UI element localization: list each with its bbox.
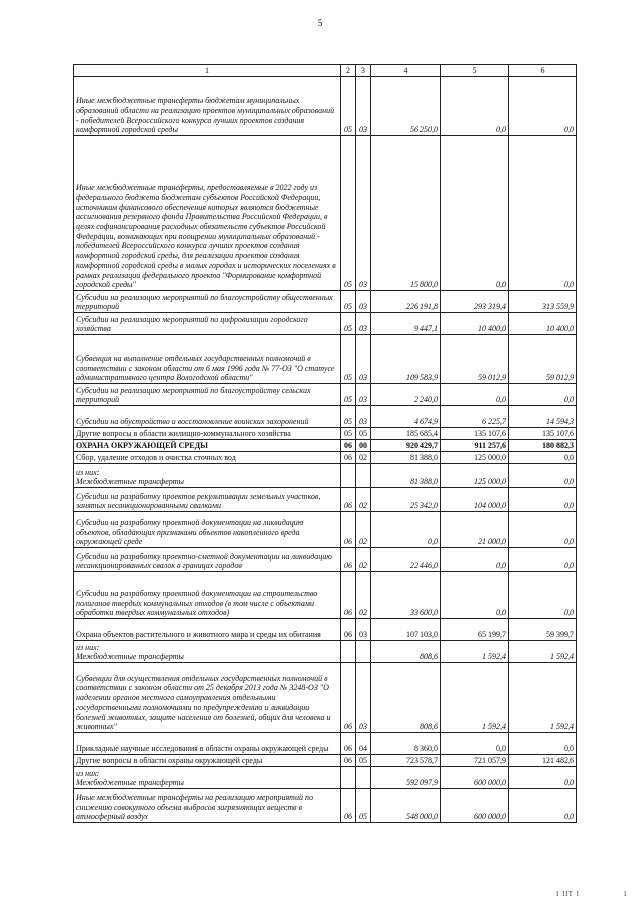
row-section-cell: 06 — [341, 663, 356, 733]
row-value-2022-cell: 22 446,0 — [371, 548, 441, 572]
row-subsection-cell: 03 — [356, 291, 371, 313]
row-name-cell: Прикладные научные исследования в области охраны окружающей среды — [74, 733, 341, 755]
row-name-cell: Субвенции для осуществления отдельных государственных полномочий в соответствии с законом области от 25 декабря 2013 года № 3248-ОЗ "О наделении органов местного самоуправления отдельными государственными полномочиями по предупреждению и ликвидации болезней животных, защите населения от болезней, общих для человека и животных" — [74, 663, 341, 733]
budget-table — [73, 64, 577, 823]
row-subsection-cell: 02 — [356, 488, 371, 512]
row-value-2024-cell: 10 400,0 — [509, 313, 577, 335]
row-subsection-cell: 02 — [356, 512, 371, 548]
header-col-2023: 5 — [441, 65, 509, 77]
row-subsection-cell — [356, 641, 371, 663]
row-section-cell: 06 — [341, 440, 356, 452]
row-subsection-cell: 05 — [356, 428, 371, 440]
row-value-2022-cell: 107 103,0 — [371, 619, 441, 641]
row-value-2024-cell: 0,0 — [509, 452, 577, 464]
row-section-cell: 06 — [341, 548, 356, 572]
row-section-cell: 05 — [341, 384, 356, 406]
row-subsection-cell: 03 — [356, 619, 371, 641]
row-value-2024-cell: 0,0 — [509, 384, 577, 406]
row-name-cell: Другие вопросы в области охраны окружающей среды — [74, 755, 341, 767]
table-row — [74, 789, 577, 823]
row-value-2023-cell: 0,0 — [441, 384, 509, 406]
row-subsection-cell — [356, 464, 371, 488]
row-name-cell: Иные межбюджетные трансферты на реализацию мероприятий по снижению совокупного объема выбросов загрязняющих веществ в атмосферный воздух — [74, 789, 341, 823]
row-value-2024-cell: 14 594,3 — [509, 406, 577, 428]
row-subsection-cell — [356, 767, 371, 789]
row-name-cell: Сбор, удаление отходов и очистка сточных вод — [74, 452, 341, 464]
row-subsection-cell: 03 — [356, 663, 371, 733]
table-row — [74, 663, 577, 733]
row-section-cell: 05 — [341, 313, 356, 335]
row-value-2022-cell: 56 250,0 — [371, 77, 441, 136]
row-subsection-cell: 05 — [356, 789, 371, 823]
header-col-name: 1 — [74, 65, 341, 77]
row-value-2022-cell: 0,0 — [371, 512, 441, 548]
table-row — [74, 313, 577, 335]
row-name-cell: из них: Межбюджетные трансферты — [74, 464, 341, 488]
header-col-2022: 4 — [371, 65, 441, 77]
row-value-2023-cell: 6 225,7 — [441, 406, 509, 428]
row-value-2022-cell: 81 388,0 — [371, 452, 441, 464]
row-value-2024-cell: 59 399,7 — [509, 619, 577, 641]
footer-mark-right: I — [624, 890, 627, 898]
row-name-cell: Субсидии на разработку проектной документации на строительство полигонов твердых коммунальных отходов (в том числе с объектами обработки твердых коммунальных отходов) — [74, 572, 341, 619]
row-value-2023-cell: 65 199,7 — [441, 619, 509, 641]
row-subsection-cell: 00 — [356, 440, 371, 452]
row-section-cell: 06 — [341, 733, 356, 755]
row-value-2023-cell: 1 592,4 — [441, 641, 509, 663]
row-name-cell: Иные межбюджетные трансферты бюджетам муниципальных образований области на реализацию проектов муниципальных образований - победителей Всероссийского конкурса лучших проектов создания комфортной городской среды — [74, 77, 341, 136]
row-value-2023-cell: 21 000,0 — [441, 512, 509, 548]
row-value-2024-cell: 1 592,4 — [509, 663, 577, 733]
row-subsection-cell: 02 — [356, 452, 371, 464]
row-section-cell: 06 — [341, 488, 356, 512]
row-name-cell: Субсидии на обустройство и восстановление воинских захоронений — [74, 406, 341, 428]
row-value-2023-cell: 104 000,0 — [441, 488, 509, 512]
header-col-section: 2 — [341, 65, 356, 77]
table-row — [74, 733, 577, 755]
row-value-2024-cell: 0,0 — [509, 488, 577, 512]
row-name-cell: из них: Межбюджетные трансферты — [74, 641, 341, 663]
row-value-2022-cell: 592 097,9 — [371, 767, 441, 789]
row-section-cell: 06 — [341, 452, 356, 464]
row-value-2023-cell: 600 000,0 — [441, 789, 509, 823]
row-value-2024-cell: 0,0 — [509, 77, 577, 136]
row-name-cell: Субвенция на выполнение отдельных государственных полномочий в соответствии с законом области от 6 мая 1996 года № 77-ОЗ "О статусе административного центра Вологодской области" — [74, 335, 341, 384]
table-row — [74, 384, 577, 406]
row-value-2024-cell: 0,0 — [509, 464, 577, 488]
row-subsection-cell: 02 — [356, 572, 371, 619]
row-value-2024-cell: 0,0 — [509, 733, 577, 755]
row-value-2022-cell: 4 674,9 — [371, 406, 441, 428]
row-name-cell: Субсидии на реализацию мероприятий по цифровизации городского хозяйства — [74, 313, 341, 335]
row-value-2022-cell: 81 388,0 — [371, 464, 441, 488]
table-row — [74, 291, 577, 313]
row-name-cell: Иные межбюджетные трансферты, предоставляемые в 2022 году из федерального бюджета бюджетам субъектов Российской Федерации, источником финансового обеспечения которых являются бюджетные ассигнования резервного фонда Правительства Российской Федерации, в целях софинансирования расходных обязательств субъектов Российской Федерации, возникающих при поощрении муниципальных образований - победителей Всероссийского конкурса лучших проектов создания комфортной городской среды, для реализации проектов создания комфортной городской среды в малых городах и исторических поселениях в рамках реализации федерального проекта "Формирование комфортной городской среды" — [74, 136, 341, 291]
header-col-subsection: 3 — [356, 65, 371, 77]
row-value-2024-cell: 135 107,6 — [509, 428, 577, 440]
table-row — [74, 136, 577, 291]
row-section-cell: 05 — [341, 406, 356, 428]
row-value-2023-cell: 0,0 — [441, 548, 509, 572]
row-section-cell: 06 — [341, 512, 356, 548]
row-value-2022-cell: 808,6 — [371, 663, 441, 733]
row-value-2023-cell: 59 012,9 — [441, 335, 509, 384]
row-name-cell: Охрана объектов растительного и животного мира и среды их обитания — [74, 619, 341, 641]
row-value-2023-cell: 0,0 — [441, 136, 509, 291]
row-subsection-cell: 03 — [356, 313, 371, 335]
row-value-2023-cell: 293 319,4 — [441, 291, 509, 313]
footer-mark-left: I IIT I — [556, 890, 580, 898]
row-name-cell: Субсидии на реализацию мероприятий по благоустройству общественных территорий — [74, 291, 341, 313]
row-subsection-cell: 03 — [356, 406, 371, 428]
row-name-cell: Субсидии на разработку проектов рекультивации земельных участков, занятых несанкционированными свалками — [74, 488, 341, 512]
table-row — [74, 572, 577, 619]
row-name-cell: Субсидии на реализацию мероприятий по благоустройству сельских территорий — [74, 384, 341, 406]
table-row — [74, 488, 577, 512]
row-value-2024-cell: 0,0 — [509, 767, 577, 789]
row-value-2022-cell: 185 685,4 — [371, 428, 441, 440]
table-row — [74, 755, 577, 767]
row-subsection-cell: 04 — [356, 733, 371, 755]
row-subsection-cell: 03 — [356, 335, 371, 384]
row-subsection-cell: 03 — [356, 136, 371, 291]
row-section-cell: 06 — [341, 619, 356, 641]
table-row — [74, 512, 577, 548]
row-value-2024-cell: 0,0 — [509, 136, 577, 291]
table-row — [74, 767, 577, 789]
row-value-2024-cell: 59 012,9 — [509, 335, 577, 384]
table-row — [74, 548, 577, 572]
row-section-cell: 06 — [341, 572, 356, 619]
row-value-2022-cell: 2 240,0 — [371, 384, 441, 406]
table-row — [74, 440, 577, 452]
row-value-2024-cell: 180 882,3 — [509, 440, 577, 452]
row-section-cell: 06 — [341, 755, 356, 767]
row-value-2022-cell: 33 600,0 — [371, 572, 441, 619]
header-col-2024: 6 — [509, 65, 577, 77]
row-value-2022-cell: 920 429,7 — [371, 440, 441, 452]
row-value-2023-cell: 0,0 — [441, 572, 509, 619]
page-number: 5 — [317, 18, 323, 28]
row-value-2022-cell: 723 578,7 — [371, 755, 441, 767]
row-section-cell — [341, 767, 356, 789]
table-row — [74, 641, 577, 663]
row-name-cell: из них: Межбюджетные трансферты — [74, 767, 341, 789]
row-value-2023-cell: 721 057,9 — [441, 755, 509, 767]
row-value-2023-cell: 135 107,6 — [441, 428, 509, 440]
row-subsection-cell: 05 — [356, 755, 371, 767]
table-row — [74, 428, 577, 440]
row-value-2022-cell: 548 000,0 — [371, 789, 441, 823]
row-value-2023-cell: 600 000,0 — [441, 767, 509, 789]
row-value-2022-cell: 109 583,9 — [371, 335, 441, 384]
row-value-2023-cell: 1 592,4 — [441, 663, 509, 733]
row-section-cell: 05 — [341, 335, 356, 384]
table-row — [74, 452, 577, 464]
row-value-2022-cell: 9 447,1 — [371, 313, 441, 335]
row-value-2023-cell: 911 257,6 — [441, 440, 509, 452]
row-section-cell: 05 — [341, 428, 356, 440]
row-value-2023-cell: 125 000,0 — [441, 464, 509, 488]
row-subsection-cell: 03 — [356, 384, 371, 406]
row-value-2022-cell: 226 191,8 — [371, 291, 441, 313]
row-value-2024-cell: 121 482,6 — [509, 755, 577, 767]
row-section-cell: 05 — [341, 77, 356, 136]
row-value-2024-cell: 0,0 — [509, 789, 577, 823]
row-value-2024-cell: 0,0 — [509, 512, 577, 548]
row-subsection-cell: 02 — [356, 548, 371, 572]
table-row — [74, 406, 577, 428]
row-section-cell: 05 — [341, 136, 356, 291]
row-section-cell: 06 — [341, 789, 356, 823]
table-row — [74, 77, 577, 136]
row-name-cell: Субсидии на разработку проектной документации на ликвидацию объектов, обладающих признаками объектов накопленного вреда окружающей среде — [74, 512, 341, 548]
row-value-2022-cell: 25 342,0 — [371, 488, 441, 512]
table-row — [74, 619, 577, 641]
row-section-cell — [341, 641, 356, 663]
row-section-cell: 05 — [341, 291, 356, 313]
table-row — [74, 335, 577, 384]
row-section-cell — [341, 464, 356, 488]
row-value-2023-cell: 0,0 — [441, 77, 509, 136]
row-value-2022-cell: 15 800,0 — [371, 136, 441, 291]
row-value-2022-cell: 808,6 — [371, 641, 441, 663]
row-name-cell: ОХРАНА ОКРУЖАЮЩЕЙ СРЕДЫ — [74, 440, 341, 452]
row-name-cell: Субсидии на разработку проектно-сметной документации на ликвидацию несанкционированных свалок в границах городов — [74, 548, 341, 572]
row-value-2023-cell: 0,0 — [441, 733, 509, 755]
row-name-cell: Другие вопросы в области жилищно-коммунального хозяйства — [74, 428, 341, 440]
table-row — [74, 464, 577, 488]
row-value-2024-cell: 0,0 — [509, 572, 577, 619]
row-value-2023-cell: 10 400,0 — [441, 313, 509, 335]
row-subsection-cell: 03 — [356, 77, 371, 136]
row-value-2024-cell: 1 592,4 — [509, 641, 577, 663]
row-value-2022-cell: 8 360,0 — [371, 733, 441, 755]
row-value-2024-cell: 313 559,9 — [509, 291, 577, 313]
row-value-2023-cell: 125 000,0 — [441, 452, 509, 464]
table-header-row — [74, 65, 577, 77]
row-value-2024-cell: 0,0 — [509, 548, 577, 572]
